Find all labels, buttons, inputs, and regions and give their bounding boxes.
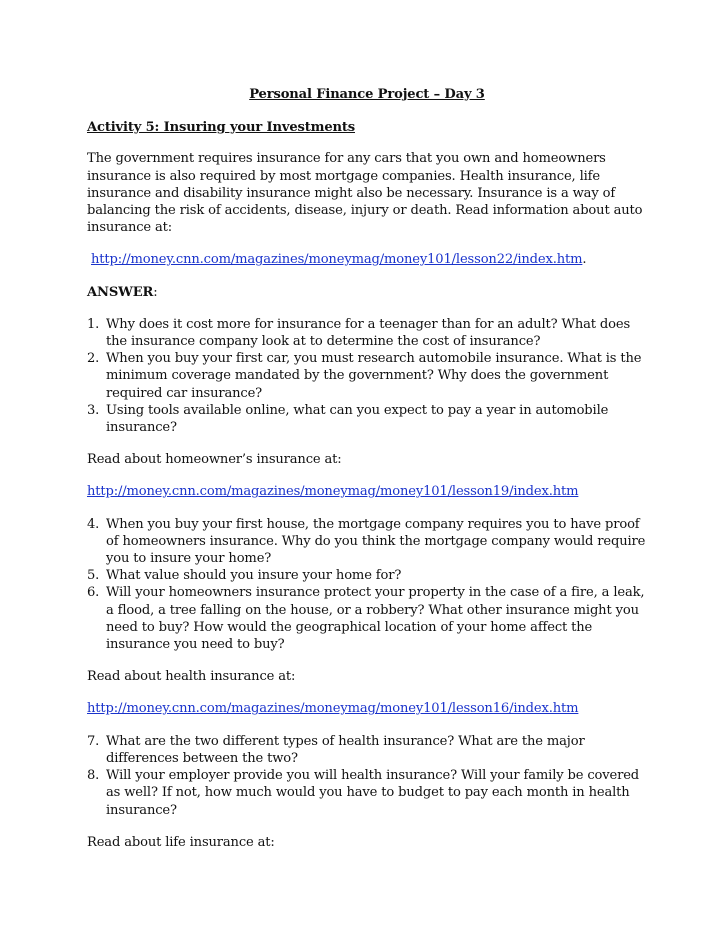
list-item [87, 316, 647, 350]
homeowner-insurance-link[interactable]: http://money.cnn.com/magazines/moneymag/money101/lesson19/index.htm [87, 484, 579, 500]
question-text: Why does it cost more for insurance for a teenager than for an adult? What does the insurance company look at to determine the cost of insurance? [106, 316, 631, 350]
auto-questions-list [87, 316, 647, 436]
question-text: What are the two different types of health insurance? What are the major differences between the two? [106, 733, 585, 766]
question-text: Using tools available online, what can you expect to pay a year in automobile insurance? [106, 402, 609, 436]
intro-paragraph: The government requires insurance for any cars that you own and homeowners insurance is also required by most mortgage companies. Health insurance, life insurance and disability insurance might also be necessary. Insurance is a way of balancing the risk of accidents, disease, injury or death. Read information about auto insurance at: [87, 151, 643, 236]
auto-link-period: . [582, 252, 587, 268]
list-item [87, 402, 647, 436]
answer-label: ANSWER [87, 284, 154, 300]
health-questions-list [87, 733, 647, 819]
answer-colon: : [153, 284, 158, 300]
list-item [87, 516, 647, 568]
homeowner-read-line: Read about homeowner’s insurance at: [87, 452, 342, 468]
list-item [87, 567, 647, 584]
document-page [87, 86, 647, 866]
question-text: Will your employer provide you will health insurance? Will your family be covered as well? If not, how much would you have to budget to pay each month in health insurance? [106, 768, 640, 818]
question-text: What value should you insure your home for? [106, 568, 402, 584]
list-item [87, 350, 647, 402]
question-number: 6. [87, 585, 100, 601]
life-read-line: Read about life insurance at: [87, 834, 275, 850]
question-text: Will your homeowners insurance protect your property in the case of a fire, a leak, a flood, a tree falling on the house, or a robbery? What other insurance might you need to buy? How would the geographical location of your home affect the insurance you need to buy? [106, 585, 645, 653]
health-link-line [87, 700, 647, 717]
homeowner-questions-list [87, 516, 647, 654]
question-text: When you buy your first car, you must research automobile insurance. What is the minimum coverage mandated by the government? Why does the government required car insurance? [106, 351, 642, 401]
auto-link-line [87, 251, 647, 268]
question-number: 1. [87, 316, 100, 332]
list-item [87, 584, 647, 653]
answer-line [87, 284, 647, 301]
list-item [87, 767, 647, 819]
activity-heading: Activity 5: Insuring your Investments [87, 120, 355, 136]
question-number: 4. [87, 516, 100, 532]
question-number: 7. [87, 733, 100, 749]
page-title: Personal Finance Project – Day 3 [249, 87, 485, 102]
health-read-line: Read about health insurance at: [87, 669, 296, 685]
auto-insurance-link[interactable]: http://money.cnn.com/magazines/moneymag/money101/lesson22/index.htm [91, 252, 583, 268]
question-number: 3. [87, 402, 100, 418]
homeowner-link-line [87, 483, 647, 500]
question-text: When you buy your first house, the mortgage company requires you to have proof of homeowners insurance. Why do you think the mortgage company would require you to insure your home? [106, 516, 646, 567]
question-number: 5. [87, 568, 100, 584]
question-number: 8. [87, 768, 100, 784]
question-number: 2. [87, 351, 100, 367]
health-insurance-link[interactable]: http://money.cnn.com/magazines/moneymag/money101/lesson16/index.htm [87, 701, 579, 717]
list-item [87, 733, 647, 767]
